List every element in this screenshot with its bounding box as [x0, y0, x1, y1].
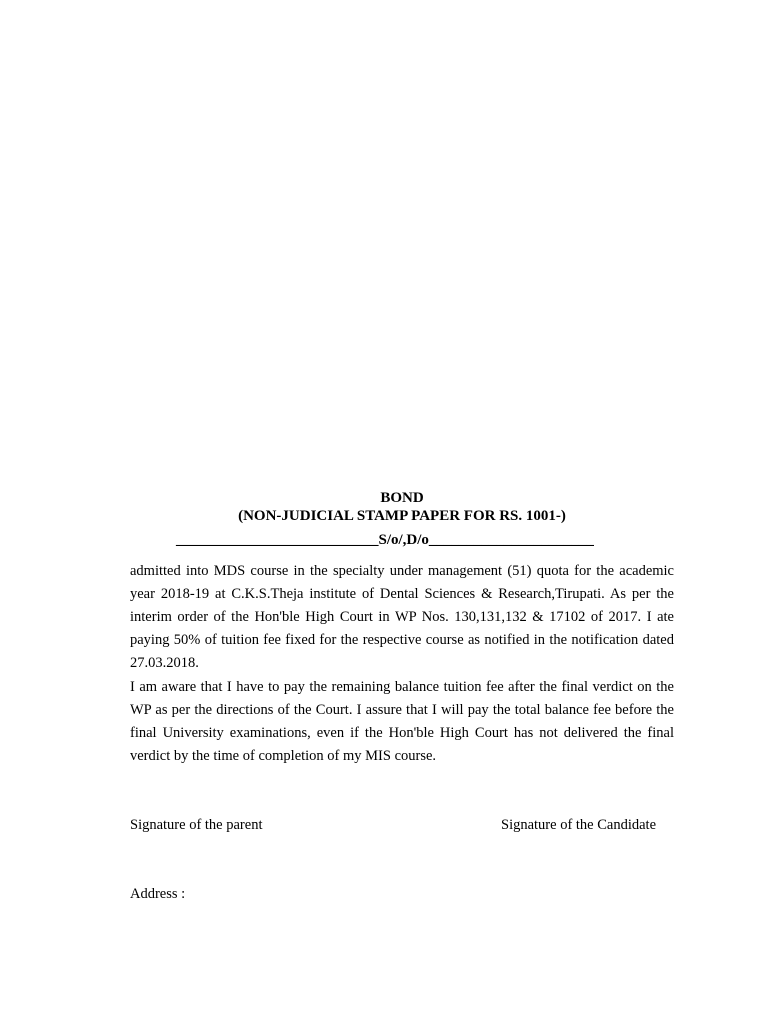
parent-signature-label: Signature of the parent [130, 817, 263, 833]
admission-paragraph: admitted into MDS course in the specialty under management (51) quota for the academic year 2018-19 at C.K.S.Theja institute of Dental Sciences & Research,Tirupati. As per the interim order of the Hon'ble High Court in WP Nos. 130,131,132 & 17102 of 2017. I ate paying 50% of tuition fee fixed for the respective course as notified in the notification dated 27.03.2018. [130, 563, 674, 671]
candidate-signature-label: Signature of the Candidate [501, 817, 657, 833]
document-title: BOND [380, 490, 424, 506]
address-label: Address : [130, 886, 186, 902]
name-relation-line: ___________________________S/o/,D/o______________________ [176, 532, 594, 548]
document-subtitle: (NON-JUDICIAL STAMP PAPER FOR RS. 1001-) [238, 508, 566, 524]
undertaking-paragraph: I am aware that I have to pay the remaining balance tuition fee after the final verdict on the WP as per the directions of the Court. I assure that I will pay the total balance fee before the final University examinations, even if the Hon'ble High Court has not delivered the final verdict by the time of completion of my MIS course. [130, 679, 674, 764]
